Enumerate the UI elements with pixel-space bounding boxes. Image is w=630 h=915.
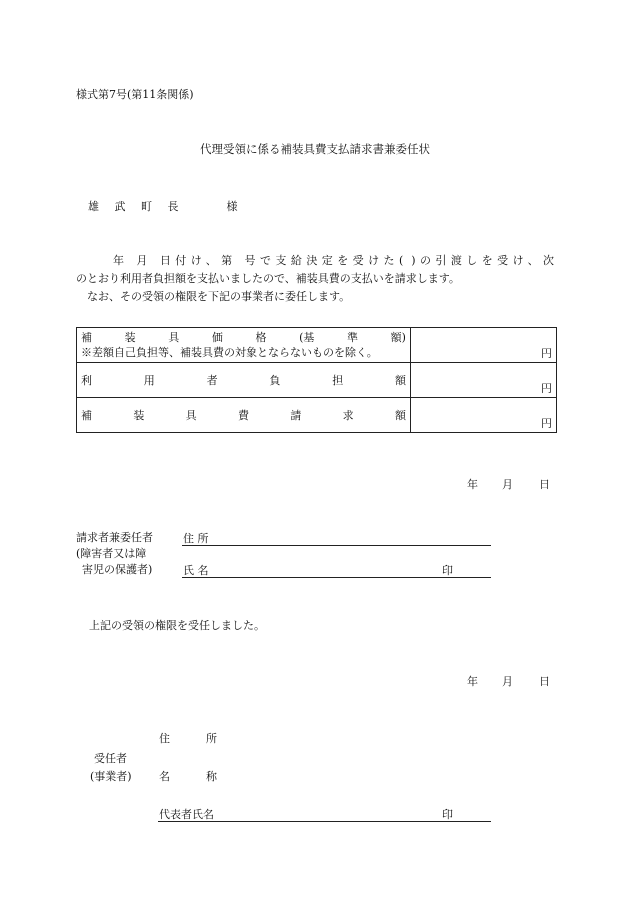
requester-seal-mark: 印 [442, 564, 453, 577]
claim-amount-label-cell [77, 398, 411, 433]
device-price-label-cell [77, 328, 411, 363]
addressee-honorific: 様 [226, 200, 244, 213]
assignee-address-label: 住 所 [159, 732, 217, 745]
assignee-company-label: 名 称 [159, 770, 217, 783]
device-name-blank: )の引渡しを受け、次 [411, 254, 555, 267]
assignee-label: 受任者 (事業者) [90, 752, 132, 783]
table-row-device-price [77, 328, 557, 363]
device-price-note: ※差額自己負担等、補装具費の対象とならないものを除く。 [81, 346, 378, 359]
consent-date: 年 月 日 [467, 675, 550, 688]
consent-statement: 上記の受領の権限を受任しました。 [89, 619, 265, 632]
requester-address-label: 住 所 [183, 532, 209, 545]
assignee-representative-label: 代表者氏名 [159, 808, 214, 821]
form-number: 様式第7号(第11条関係) [76, 88, 194, 101]
requester-address-field[interactable] [182, 530, 491, 546]
requester-name-label: 氏 名 [183, 564, 209, 577]
request-date: 年 月 日 [467, 478, 550, 491]
yen-unit: 円 [541, 382, 552, 395]
user-burden-value [411, 363, 557, 398]
addressee-name: 雄 武 町 長 [88, 200, 185, 213]
user-burden-label: 利 用 者 負 担 額 [81, 374, 406, 387]
addressee [88, 198, 244, 214]
yen-unit: 円 [541, 417, 552, 430]
amount-table [76, 327, 557, 433]
body-line-2: のとおり利用者負担額を支払いましたので、補装具費の支払いを請求します。 [76, 272, 460, 285]
claim-amount-value [411, 398, 557, 433]
yen-unit: 円 [541, 347, 552, 360]
table-row-claim-amount [77, 398, 557, 433]
body-line-3: なお、その受領の権限を下記の事業者に委任します。 [87, 290, 351, 303]
device-price-value [411, 328, 557, 363]
device-price-label: 補 装 具 価 格 (基 準 額) [81, 331, 406, 344]
document-title: 代理受領に係る補装具費支払請求書兼委任状 [200, 142, 430, 156]
assignee-seal-mark: 印 [442, 808, 453, 821]
requester-name-field[interactable] [182, 562, 491, 578]
decision-number-blank: 号で支給決定を受けた( [244, 254, 404, 267]
table-row-user-burden [77, 363, 557, 398]
date-month-blank: 月 [136, 254, 152, 267]
body-line-1 [76, 252, 554, 270]
request-paragraph [76, 252, 554, 306]
date-year-blank: 年 [113, 254, 129, 267]
assignee-representative-field[interactable] [158, 806, 491, 822]
claim-amount-label: 補 装 具 費 請 求 額 [81, 409, 406, 422]
requester-label: 請求者兼委任者 (障害者又は障 害児の保護者) [76, 531, 153, 576]
user-burden-label-cell [77, 363, 411, 398]
date-day-blank: 日付け、第 [159, 254, 237, 267]
